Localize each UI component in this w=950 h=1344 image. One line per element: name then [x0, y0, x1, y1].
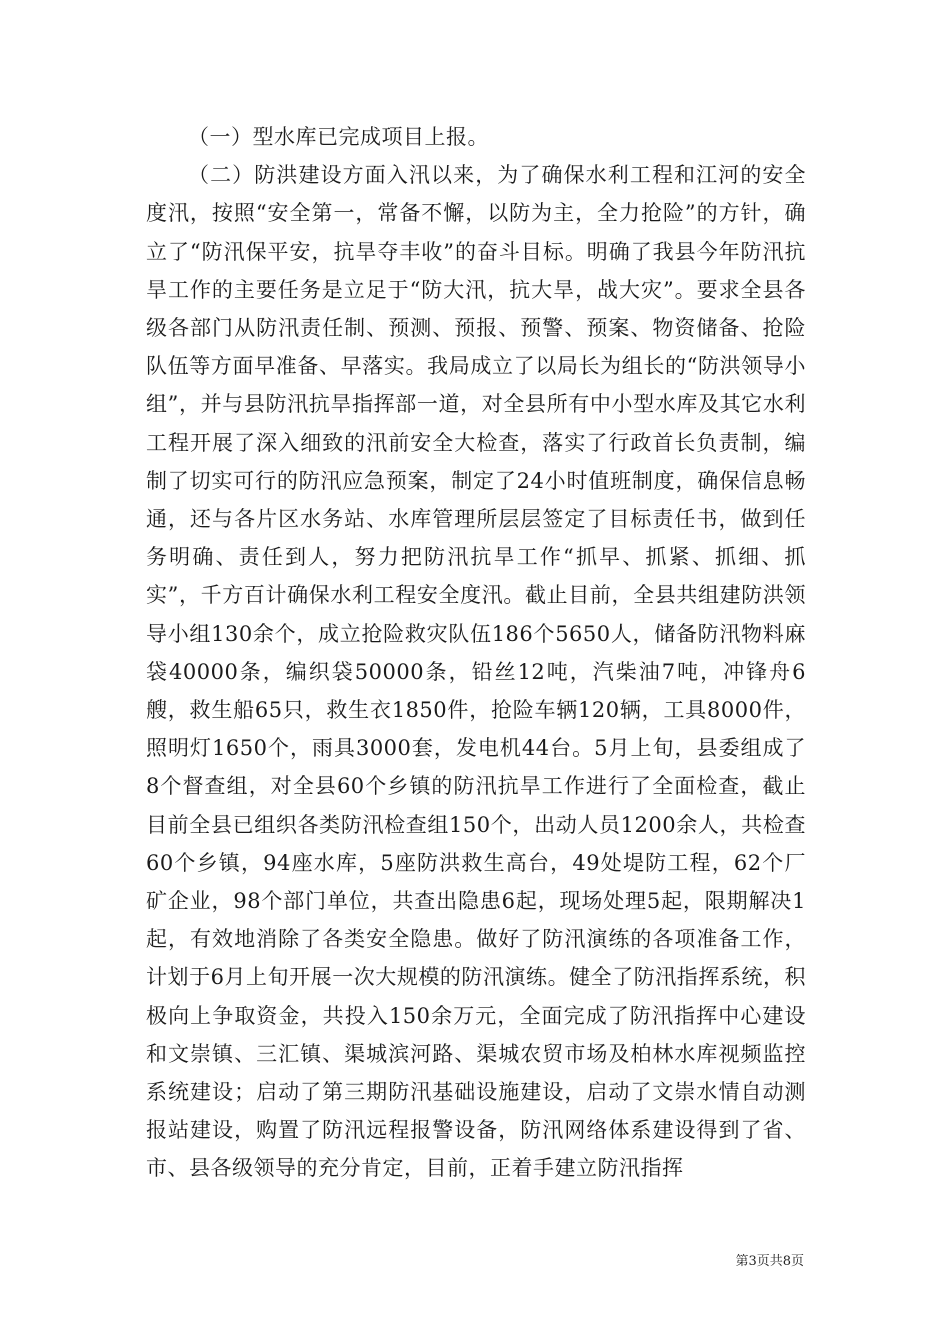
page-number: 第3页共8页 — [735, 1254, 804, 1269]
paragraph-2: （二）防洪建设方面入汛以来，为了确保水利工程和江河的安全度汛，按照“安全第一，常备不懈，以防为主，全力抢险”的方针，确立了“防汛保平安，抗旱夺丰收”的奋斗目标。明确了我县今年防汛抗旱工作的主要任务是立足于“防大汛，抗大旱，战大灾”。要求全县各级各部门从防汛责任制、预测、预报、预警、预案、物资储备、抢险队伍等方面早准备、早落实。我局成立了以局长为组长的“防洪领导小组”，并与县防汛抗旱指挥部一道，对全县所有中小型水库及其它水利工程开展了深入细致的汛前安全大检查，落实了行政首长负责制，编制了切实可行的防汛应急预案，制定了24小时值班制度，确保信息畅通，还与各片区水务站、水库管理所层层签定了目标责任书，做到任务明确、责任到人，努力把防汛抗旱工作“抓早、抓紧、抓细、抓实”，千方百计确保水利工程安全度汛。截止目前，全县共组建防洪领导小组130余个，成立抢险救灾队伍186个5650人，储备防汛物料麻袋40000条，编织袋50000条，铅丝12吨，汽柴油7吨，冲锋舟6艘，救生船65只，救生衣1850件，抢险车辆120辆，工具8000件，照明灯1650个，雨具3000套，发电机44台。5月上旬，县委组成了8个督查组，对全县60个乡镇的防汛抗旱工作进行了全面检查，截止目前全县已组织各类防汛检查组150个，出动人员1200余人，共检查60个乡镇，94座水库，5座防洪救生高台，49处堤防工程，62个厂矿企业，98个部门单位，共查出隐患6起，现场处理5起，限期解决1起，有效地消除了各类安全隐患。做好了防汛演练的各项准备工作，计划于6月上旬开展一次大规模的防汛演练。健全了防汛指挥系统，积极向上争取资金，共投入150余万元，全面完成了防汛指挥中心建设和文崇镇、三汇镇、渠城滨河路、渠城农贸市场及柏林水库视频监控系统建设；启动了第三期防汛基础设施建设，启动了文崇水情自动测报站建设，购置了防汛远程报警设备，防汛网络体系建设得到了省、市、县各级领导的充分肯定，目前，正着手建立防汛指挥 — [146, 163, 806, 1181]
document-body — [146, 118, 806, 1188]
paragraph-1: （一）型水库已完成项目上报。 — [188, 125, 489, 149]
